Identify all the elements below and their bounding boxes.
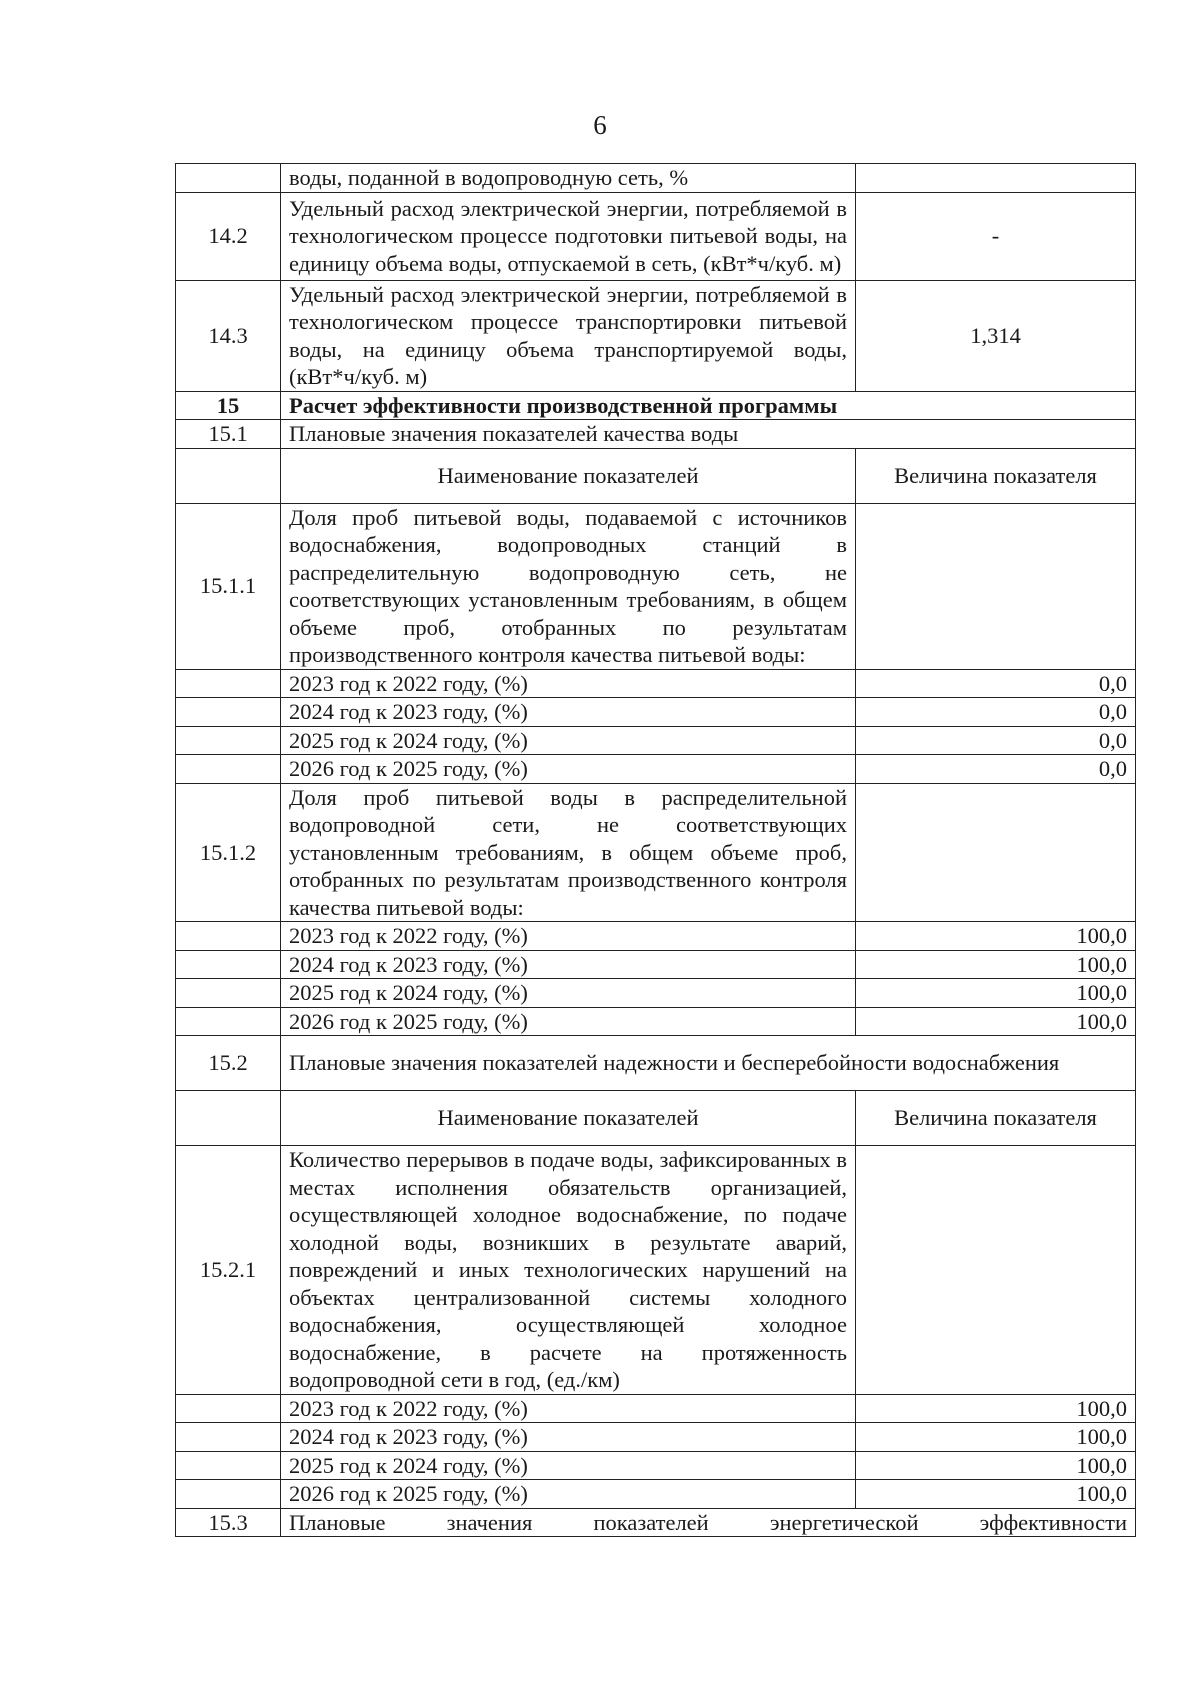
row-number xyxy=(176,979,281,1008)
header-row xyxy=(176,1091,1136,1146)
year-label: 2026 год к 2025 году, (%) xyxy=(281,755,856,784)
table-row xyxy=(176,280,1136,391)
indicator-value xyxy=(856,1146,1136,1395)
section-row xyxy=(176,391,1136,420)
indicator-row xyxy=(176,1146,1136,1395)
row-number xyxy=(176,1007,281,1036)
indicator-row xyxy=(176,503,1136,669)
table-row xyxy=(176,192,1136,280)
year-value: 0,0 xyxy=(856,669,1136,698)
year-value: 100,0 xyxy=(856,1007,1136,1036)
year-row xyxy=(176,1007,1136,1036)
section-title: Плановые значения показателей надежности и бесперебойности водоснабжения xyxy=(281,1036,1136,1091)
header-row xyxy=(176,448,1136,503)
section-title: Плановые значения показателей качества воды xyxy=(281,420,1136,449)
section-number: 15.2 xyxy=(176,1036,281,1091)
row-value: - xyxy=(856,192,1136,280)
year-value: 100,0 xyxy=(856,922,1136,951)
year-row xyxy=(176,726,1136,755)
row-number xyxy=(176,698,281,727)
column-header-value: Величина показателя xyxy=(856,1091,1136,1146)
row-number xyxy=(176,950,281,979)
row-number xyxy=(176,448,281,503)
indicator-value xyxy=(856,783,1136,922)
year-value: 0,0 xyxy=(856,698,1136,727)
row-text: воды, поданной в водопроводную сеть, % xyxy=(281,164,856,193)
year-row xyxy=(176,922,1136,951)
indicator-number: 15.2.1 xyxy=(176,1146,281,1395)
column-header-value: Величина показателя xyxy=(856,448,1136,503)
year-label: 2023 год к 2022 году, (%) xyxy=(281,1394,856,1423)
year-row xyxy=(176,979,1136,1008)
year-value: 100,0 xyxy=(856,950,1136,979)
section-title: Плановые значения показателей энергетической эффективности xyxy=(281,1508,1136,1537)
year-label: 2026 год к 2025 году, (%) xyxy=(281,1480,856,1509)
year-value: 100,0 xyxy=(856,1423,1136,1452)
section-title: Расчет эффективности производственной программы xyxy=(281,391,1136,420)
row-number: 14.2 xyxy=(176,192,281,280)
row-number xyxy=(176,755,281,784)
row-number xyxy=(176,1091,281,1146)
row-number xyxy=(176,1480,281,1509)
section-number: 15.1 xyxy=(176,420,281,449)
year-label: 2023 год к 2022 году, (%) xyxy=(281,669,856,698)
year-value: 100,0 xyxy=(856,979,1136,1008)
row-number xyxy=(176,669,281,698)
row-number: 14.3 xyxy=(176,280,281,391)
row-value: 1,314 xyxy=(856,280,1136,391)
indicator-text: Доля проб питьевой воды в распределительной водопроводной сети, не соответствующих установленным требованиям, в общем объеме проб, отобранных по результатам производственного контроля качества питьевой воды: xyxy=(281,783,856,922)
year-label: 2024 год к 2023 году, (%) xyxy=(281,1423,856,1452)
indicator-row xyxy=(176,783,1136,922)
row-number xyxy=(176,1394,281,1423)
section-row xyxy=(176,1508,1136,1537)
year-label: 2024 год к 2023 году, (%) xyxy=(281,698,856,727)
section-number: 15 xyxy=(176,391,281,420)
table-row xyxy=(176,164,1136,193)
year-row xyxy=(176,755,1136,784)
indicator-text: Доля проб питьевой воды, подаваемой с источников водоснабжения, водопроводных станций в распределительную водопроводную сеть, не соответствующих установленным требованиям, в общем объеме проб, отобранных по результатам производственного контроля качества питьевой воды: xyxy=(281,503,856,669)
indicators-table xyxy=(175,163,1136,1537)
indicator-number: 15.1.1 xyxy=(176,503,281,669)
row-value xyxy=(856,164,1136,193)
year-row xyxy=(176,1394,1136,1423)
indicator-number: 15.1.2 xyxy=(176,783,281,922)
row-number xyxy=(176,1423,281,1452)
row-number xyxy=(176,1451,281,1480)
year-label: 2025 год к 2024 году, (%) xyxy=(281,979,856,1008)
column-header-name: Наименование показателей xyxy=(281,448,856,503)
year-value: 100,0 xyxy=(856,1480,1136,1509)
year-label: 2024 год к 2023 году, (%) xyxy=(281,950,856,979)
year-row xyxy=(176,950,1136,979)
section-number: 15.3 xyxy=(176,1508,281,1537)
page-number: 6 xyxy=(593,110,607,140)
year-row xyxy=(176,669,1136,698)
year-row xyxy=(176,698,1136,727)
year-value: 0,0 xyxy=(856,755,1136,784)
year-row xyxy=(176,1423,1136,1452)
row-text: Удельный расход электрической энергии, потребляемой в технологическом процессе подготовки питьевой воды, на единицу объема воды, отпускаемой в сеть, (кВт*ч/куб. м) xyxy=(281,192,856,280)
year-row xyxy=(176,1480,1136,1509)
column-header-name: Наименование показателей xyxy=(281,1091,856,1146)
section-row xyxy=(176,1036,1136,1091)
row-number xyxy=(176,726,281,755)
year-value: 0,0 xyxy=(856,726,1136,755)
year-label: 2026 год к 2025 году, (%) xyxy=(281,1007,856,1036)
year-row xyxy=(176,1451,1136,1480)
year-value: 100,0 xyxy=(856,1451,1136,1480)
row-number xyxy=(176,922,281,951)
row-text: Удельный расход электрической энергии, потребляемой в технологическом процессе транспортировки питьевой воды, на единицу объема транспортируемой воды, (кВт*ч/куб. м) xyxy=(281,280,856,391)
year-label: 2023 год к 2022 году, (%) xyxy=(281,922,856,951)
indicator-value xyxy=(856,503,1136,669)
year-label: 2025 год к 2024 году, (%) xyxy=(281,1451,856,1480)
year-value: 100,0 xyxy=(856,1394,1136,1423)
section-row xyxy=(176,420,1136,449)
row-number xyxy=(176,164,281,193)
indicator-text: Количество перерывов в подаче воды, зафиксированных в местах исполнения обязательств организацией, осуществляющей холодное водоснабжение, по подаче холодной воды, возникших в результате аварий, повреждений и иных технологических нарушений на объектах централизованной системы холодного водоснабжения, осуществляющей холодное водоснабжение, в расчете на протяженность водопроводной сети в год, (ед./км) xyxy=(281,1146,856,1395)
year-label: 2025 год к 2024 году, (%) xyxy=(281,726,856,755)
